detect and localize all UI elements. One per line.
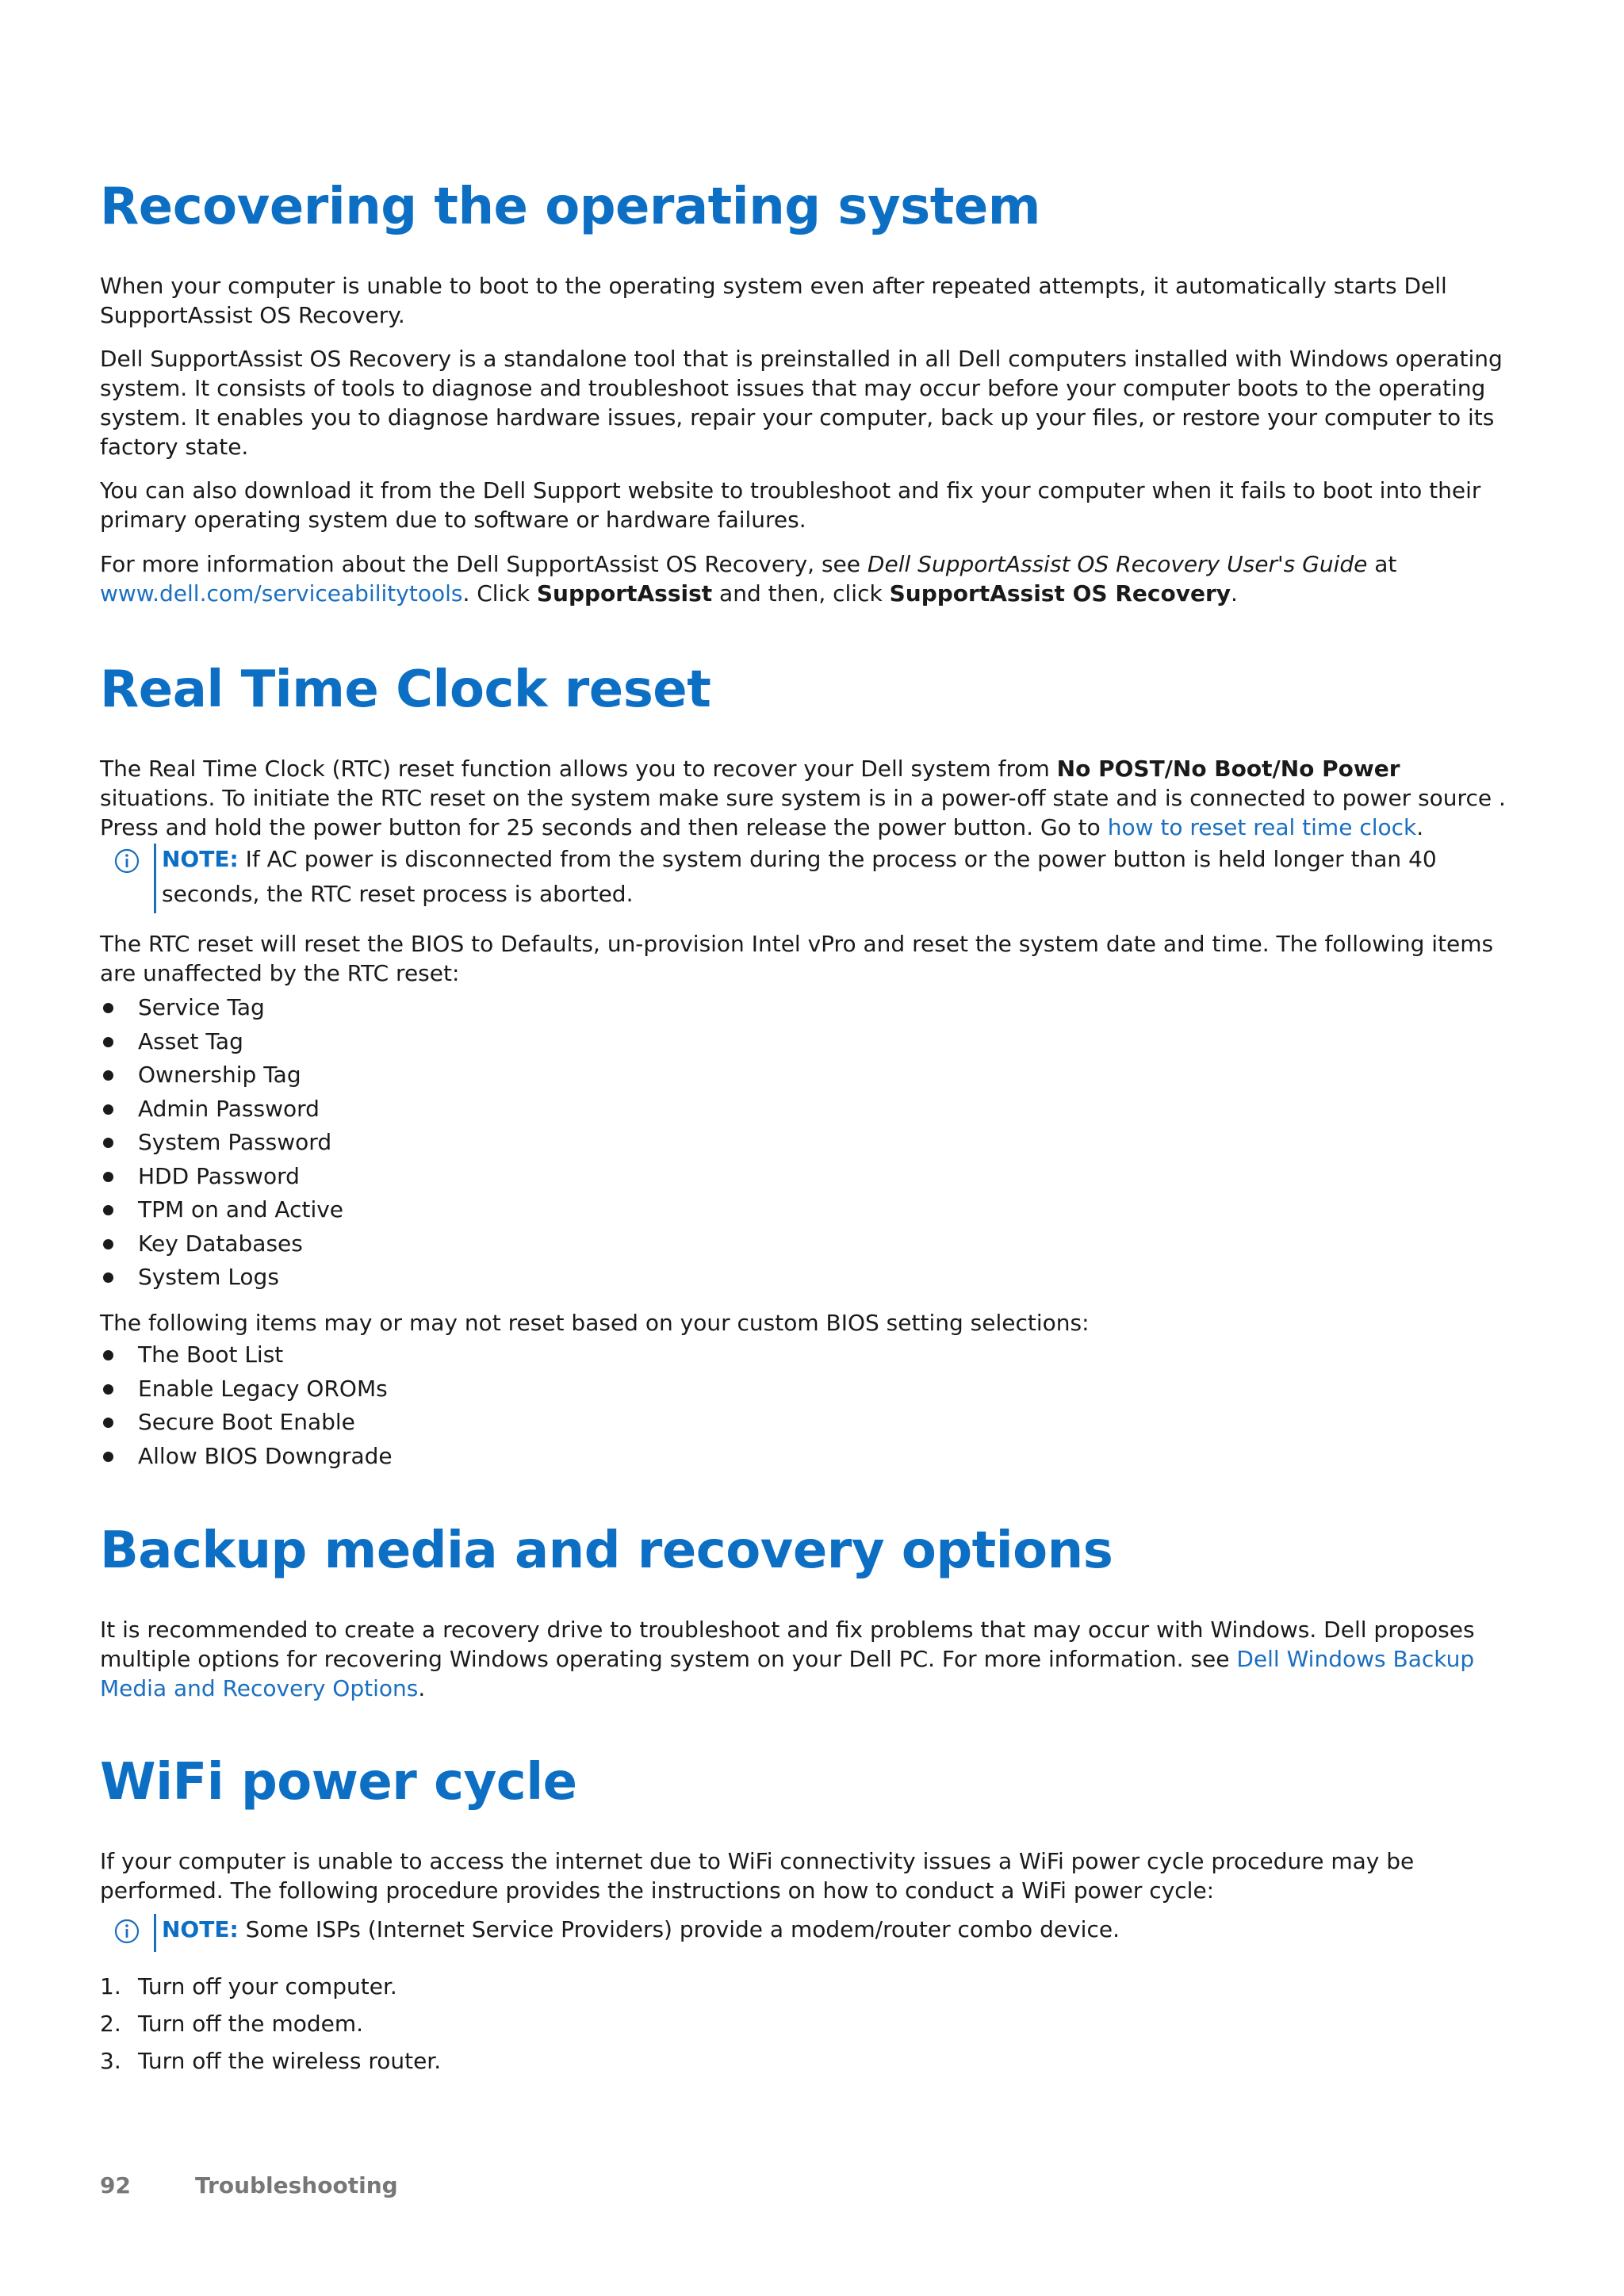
- bullet-icon: [103, 1350, 113, 1360]
- note-bar: [154, 844, 156, 913]
- heading-backup-media: Backup media and recovery options: [100, 1521, 1113, 1580]
- step-number: 1.: [100, 1973, 121, 1999]
- step-text: Turn off the modem.: [138, 2011, 364, 2037]
- footer-section-name: Troubleshooting: [195, 2172, 398, 2198]
- list-item: [100, 991, 343, 1025]
- bullet-icon: [103, 1070, 113, 1081]
- list-item: [100, 1338, 393, 1372]
- step-text: Turn off your computer.: [138, 1973, 397, 1999]
- list-item: [100, 1160, 343, 1194]
- note-bar: [154, 1914, 156, 1952]
- bullet-icon: [103, 1138, 113, 1148]
- list-item: [100, 1372, 393, 1406]
- heading-rtc-reset: Real Time Clock reset: [100, 660, 711, 719]
- list-item-text: Admin Password: [138, 1095, 320, 1122]
- wifi-steps-list: [100, 1968, 441, 2080]
- bullet-icon: [103, 1452, 113, 1462]
- info-icon: [114, 848, 140, 874]
- rtc-paragraph-1: The Real Time Clock (RTC) reset function allows you to recover your Dell system from No POST/No Boot/No Power situations. To initiate the RTC reset on the system make sure system is in a power-off state and is connected to power source . Press and hold the power button for 25 seconds and then release the power button. Go to how to reset real time clock.: [100, 756, 1506, 840]
- list-item-text: The Boot List: [138, 1341, 284, 1368]
- wifi-note-text: NOTE: Some ISPs (Internet Service Providers) provide a modem/router combo device.: [162, 1916, 1120, 1942]
- list-item-text: Allow BIOS Downgrade: [138, 1442, 393, 1469]
- serviceability-tools-link[interactable]: www.dell.com/serviceabilitytools: [100, 580, 463, 607]
- list-item: [100, 1058, 343, 1093]
- list-item-text: HDD Password: [138, 1162, 300, 1189]
- rtc-paragraph-3: The following items may or may not reset based on your custom BIOS setting selections:: [100, 1310, 1090, 1336]
- list-item-text: Enable Legacy OROMs: [138, 1375, 388, 1402]
- rtc-note-text: NOTE: If AC power is disconnected from the system during the process or the power button is held longer than 40 seconds, the RTC reset process is aborted.: [162, 846, 1437, 907]
- heading-wifi-power-cycle: WiFi power cycle: [100, 1753, 577, 1812]
- list-item: [100, 1261, 343, 1295]
- info-icon: [114, 1919, 140, 1944]
- page-number: 92: [100, 2172, 131, 2198]
- bullet-icon: [103, 1384, 113, 1395]
- step-item: [100, 2042, 441, 2080]
- step-item: [100, 1968, 441, 2005]
- list-item: [100, 1093, 343, 1127]
- bullet-icon: [103, 1205, 113, 1215]
- list-item-text: System Password: [138, 1129, 332, 1155]
- step-number: 2.: [100, 2011, 121, 2037]
- list-item: [100, 1193, 343, 1227]
- bullet-icon: [103, 1104, 113, 1115]
- bullet-icon: [103, 1003, 113, 1013]
- list-item: [100, 1025, 343, 1059]
- bullet-icon: [103, 1037, 113, 1047]
- unaffected-items-list: [100, 991, 343, 1295]
- list-item: [100, 1440, 393, 1474]
- bullet-icon: [103, 1239, 113, 1249]
- bullet-icon: [103, 1172, 113, 1182]
- wifi-note: [114, 1912, 1510, 1952]
- list-item-text: Ownership Tag: [138, 1062, 301, 1088]
- heading-recovering-os: Recovering the operating system: [100, 178, 1040, 236]
- user-guide-title: Dell SupportAssist OS Recovery User's Guide: [867, 551, 1368, 577]
- recover-paragraph-4: For more information about the Dell SupportAssist OS Recovery, see Dell SupportAssist OS Recovery User's Guide at www.dell.com/serviceabilitytools. Click SupportAssist and then, click SupportAssist OS Recovery.: [100, 551, 1397, 607]
- recover-paragraph-2: Dell SupportAssist OS Recovery is a standalone tool that is preinstalled in all Dell computers installed with Windows operating system. It consists of tools to diagnose and troubleshoot issues that may occur before your computer boots to the operating system. It enables you to diagnose hardware issues, repair your computer, back up your files, or restore your computer to its factory state.: [100, 346, 1503, 460]
- recover-paragraph-1: When your computer is unable to boot to the operating system even after repeated attempts, it automatically starts Dell SupportAssist OS Recovery.: [100, 273, 1447, 328]
- list-item-text: Key Databases: [138, 1230, 303, 1257]
- step-item: [100, 2005, 441, 2042]
- step-text: Turn off the wireless router.: [138, 2048, 442, 2074]
- bullet-icon: [103, 1272, 113, 1283]
- rtc-paragraph-2: The RTC reset will reset the BIOS to Defaults, un-provision Intel vPro and reset the system date and time. The following items are unaffected by the RTC reset:: [100, 931, 1494, 986]
- list-item: [100, 1406, 393, 1440]
- list-item: [100, 1126, 343, 1160]
- list-item-text: System Logs: [138, 1264, 279, 1290]
- list-item-text: Asset Tag: [138, 1027, 243, 1054]
- bullet-icon: [103, 1418, 113, 1428]
- backup-recovery-options-link[interactable]: Dell Windows Backup Media and Recovery Options: [100, 1646, 1475, 1701]
- step-number: 3.: [100, 2048, 121, 2074]
- conditional-items-list: [100, 1338, 393, 1473]
- recover-paragraph-3: You can also download it from the Dell Support website to troubleshoot and fix your computer when it fails to boot into their primary operating system due to software or hardware failures.: [100, 477, 1481, 533]
- rtc-note: [114, 842, 1510, 913]
- reset-rtc-link[interactable]: how to reset real time clock: [1107, 814, 1417, 840]
- list-item-text: Service Tag: [138, 994, 265, 1020]
- wifi-paragraph-1: If your computer is unable to access the internet due to WiFi connectivity issues a WiFi power cycle procedure may be performed. The following procedure provides the instructions on how to conduct a WiFi power cycle:: [100, 1848, 1415, 1904]
- list-item-text: Secure Boot Enable: [138, 1409, 355, 1435]
- list-item-text: TPM on and Active: [138, 1196, 344, 1223]
- list-item: [100, 1227, 343, 1261]
- backup-paragraph-1: It is recommended to create a recovery drive to troubleshoot and fix problems that may occur with Windows. Dell proposes multiple options for recovering Windows operating system on your Dell PC. For more information. see Dell Windows Backup Media and Recovery Options.: [100, 1617, 1475, 1701]
